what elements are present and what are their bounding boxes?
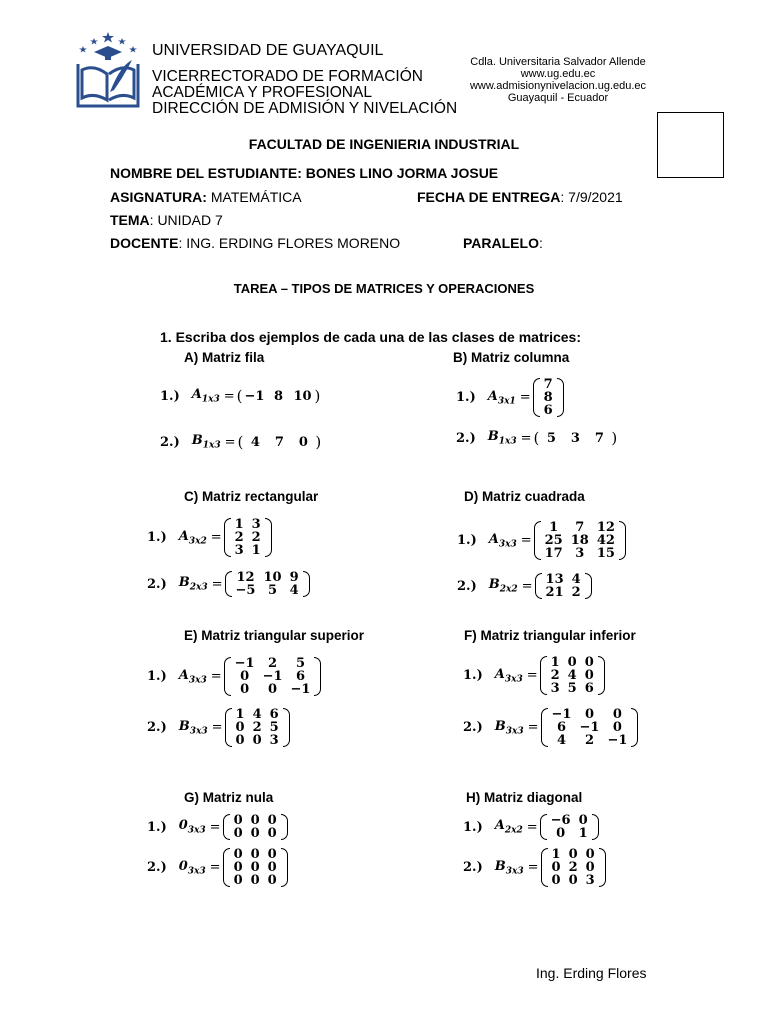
row-vector xyxy=(237,387,321,405)
example-d-2 xyxy=(457,573,592,599)
section-title-a: A) Matriz fila xyxy=(184,350,265,365)
matrix-entry: 0 xyxy=(298,434,308,450)
matrix-entry: 2 xyxy=(550,668,560,683)
bracket-left xyxy=(540,656,547,695)
equals-sign: = xyxy=(520,430,532,446)
matrix-entry: 7 xyxy=(575,520,585,535)
matrix-entry: 10 xyxy=(263,570,282,585)
matrix-entry: 15 xyxy=(596,546,615,561)
footer-author: Ing. Erding Flores xyxy=(536,965,647,981)
section-title-h: H) Matriz diagonal xyxy=(466,790,583,805)
matrix-entry: 0 xyxy=(585,860,595,875)
matrix-dimension: 3x1 xyxy=(497,396,516,407)
matrix-entry: 8 xyxy=(543,390,553,405)
matrix-entry: 0 xyxy=(233,847,243,862)
matrix-body xyxy=(547,814,592,840)
example-a-1 xyxy=(160,387,320,405)
section-title-f: F) Matriz triangular inferior xyxy=(464,628,636,643)
example-d-1 xyxy=(457,521,626,560)
matrix-entry: 10 xyxy=(293,388,312,404)
matrix-entry: 0 xyxy=(240,669,250,684)
matrix-entry: −1 xyxy=(607,733,628,748)
matrix-entry: 2 xyxy=(268,656,278,671)
matrix-entry: 8 xyxy=(273,388,283,404)
example-number: 1.) xyxy=(456,390,476,405)
matrix-entry: −1 xyxy=(579,720,600,735)
matrix-body xyxy=(542,573,585,599)
matrix-entry: 0 xyxy=(568,847,578,862)
matrix-entry: −1 xyxy=(290,682,311,697)
paren-left: ( xyxy=(236,387,243,405)
matrix-name: $A_{3x1}$ xyxy=(487,388,516,407)
matrix-entry: 0 xyxy=(551,860,561,875)
bracket-right xyxy=(585,573,592,599)
subject-label: ASIGNATURA: xyxy=(110,189,207,205)
matrix-entry: 3 xyxy=(570,430,580,446)
example-number: 2.) xyxy=(456,430,476,446)
matrix-entry: 0 xyxy=(250,860,260,875)
matrix-entry: 21 xyxy=(545,585,564,600)
matrix xyxy=(534,521,626,560)
example-number: 1.) xyxy=(147,819,167,835)
matrix-body xyxy=(540,378,557,417)
example-c-1 xyxy=(147,518,272,557)
matrix-entry: 0 xyxy=(267,826,277,841)
matrix-entry: −6 xyxy=(550,813,571,828)
matrix-dimension: 3x3 xyxy=(187,866,206,877)
matrix-entry: 3 xyxy=(251,517,261,532)
matrix-dimension: 1x3 xyxy=(201,394,220,405)
matrix-entry: 2 xyxy=(571,585,581,600)
bracket-left xyxy=(223,814,230,840)
matrix-entry: −1 xyxy=(262,669,283,684)
matrix-entry: 2 xyxy=(252,720,262,735)
matrix-dimension: 3x3 xyxy=(505,726,524,737)
example-number: 2.) xyxy=(147,720,167,735)
matrix-entry: 0 xyxy=(252,733,262,748)
matrix-entry: 3 xyxy=(269,733,279,748)
bracket-right xyxy=(283,708,290,747)
matrix-entry: 18 xyxy=(570,533,589,548)
example-e-1 xyxy=(147,657,321,696)
matrix-entry: 0 xyxy=(235,733,245,748)
bracket-left xyxy=(223,848,230,887)
matrix-name: $A_{3x3}$ xyxy=(178,667,207,686)
matrix-dimension: 3x3 xyxy=(504,674,523,685)
subject-value: MATEMÁTICA xyxy=(210,189,302,205)
paren-right: ) xyxy=(315,433,322,451)
matrix-entry: 0 xyxy=(240,682,250,697)
example-number: 1.) xyxy=(147,530,167,545)
matrix-entry: 5 xyxy=(546,430,556,446)
matrix-entry: 6 xyxy=(543,403,553,418)
teacher-label: DOCENTE xyxy=(110,235,179,251)
matrix-entry: 0 xyxy=(584,668,594,683)
bracket-left xyxy=(533,378,540,417)
matrix-entry: 3 xyxy=(550,681,560,696)
matrix-row xyxy=(230,827,281,840)
equals-sign: = xyxy=(223,388,235,404)
student-name-line xyxy=(110,165,498,181)
matrix-entry: 1 xyxy=(551,847,561,862)
matrix-name: $A_{1x3}$ xyxy=(191,387,220,405)
row-vector xyxy=(238,433,322,451)
vice-rectorate xyxy=(152,69,457,117)
example-g-2 xyxy=(147,848,288,887)
matrix-body xyxy=(232,571,303,597)
matrix-entry: 3 xyxy=(585,873,595,888)
topic-value: : UNIDAD 7 xyxy=(149,212,223,228)
matrix-entry: 0 xyxy=(250,873,260,888)
student-value: BONES LINO JORMA JOSUE xyxy=(305,165,499,181)
bracket-right xyxy=(599,848,606,887)
section-title-g: G) Matriz nula xyxy=(184,790,274,805)
matrix-dimension: 2x3 xyxy=(189,582,208,593)
matrix-entry: 4 xyxy=(556,733,567,748)
equals-sign: = xyxy=(519,390,531,405)
example-f-2 xyxy=(463,708,638,747)
example-number: 1.) xyxy=(463,668,483,683)
section-line xyxy=(463,235,543,251)
website-line: www.ug.edu.ec xyxy=(520,68,596,80)
vice-line: ACADÉMICA Y PROFESIONAL xyxy=(152,84,372,101)
matrix xyxy=(225,571,310,597)
university-logo xyxy=(74,30,142,110)
equals-sign: = xyxy=(526,819,538,835)
matrix-entry: 0 xyxy=(235,720,245,735)
equals-sign: = xyxy=(210,669,222,684)
example-number: 1.) xyxy=(147,669,167,684)
matrix-entry: 0 xyxy=(584,707,594,722)
website-line: www.admisionynivelacion.ug.edu.ec xyxy=(469,80,647,92)
matrix-body xyxy=(548,848,599,887)
matrix-entry: 12 xyxy=(596,520,615,535)
matrix-entry: 5 xyxy=(268,583,278,598)
matrix xyxy=(533,378,564,417)
matrix-entry: 5 xyxy=(295,656,306,671)
matrix-entry: 7 xyxy=(543,377,553,392)
section-title-c: C) Matriz rectangular xyxy=(184,489,319,504)
matrix-row xyxy=(230,874,281,887)
example-number: 2.) xyxy=(160,434,180,450)
matrix-name: $B_{3x3}$ xyxy=(178,718,208,737)
equals-sign: = xyxy=(209,819,221,835)
matrix-row xyxy=(548,734,632,747)
matrix-name: $0_{3x3}$ xyxy=(178,818,206,836)
matrix-entry: 9 xyxy=(289,570,299,585)
bracket-right xyxy=(557,378,564,417)
matrix-name: $A_{3x3}$ xyxy=(494,666,523,685)
matrix-entry: 2 xyxy=(584,733,594,748)
matrix-entry: 0 xyxy=(233,813,243,828)
matrix-dimension: 3x3 xyxy=(498,539,517,550)
matrix-dimension: 1x3 xyxy=(498,436,517,447)
matrix-body xyxy=(232,708,283,747)
due-date-line xyxy=(417,189,623,205)
example-g-1 xyxy=(147,814,288,840)
task-title: TAREA – TIPOS DE MATRICES Y OPERACIONES xyxy=(233,281,535,296)
paren-right: ) xyxy=(611,429,618,447)
example-h-1 xyxy=(463,814,599,840)
matrix-entry: 0 xyxy=(584,655,594,670)
matrix-entry: 2 xyxy=(234,530,244,545)
bracket-right xyxy=(598,656,605,695)
due-date-value: : 7/9/2021 xyxy=(560,189,623,205)
matrix-entry: 4 xyxy=(252,707,262,722)
matrix-entry: 1 xyxy=(578,826,588,841)
matrix-entry: 12 xyxy=(236,570,255,585)
matrix xyxy=(223,814,288,840)
matrix-body xyxy=(548,708,632,747)
matrix-dimension: 3x3 xyxy=(188,675,207,686)
example-number: 2.) xyxy=(457,578,477,594)
bracket-right xyxy=(592,814,599,840)
university-name: UNIVERSIDAD DE GUAYAQUIL xyxy=(152,42,384,59)
paren-right: ) xyxy=(314,387,321,405)
matrix-name: $B_{2x2}$ xyxy=(488,577,518,595)
example-number: 1.) xyxy=(457,533,477,548)
bracket-left xyxy=(225,571,232,597)
matrix xyxy=(540,814,599,840)
matrix-dimension: 3x2 xyxy=(188,536,207,547)
equals-sign: = xyxy=(211,720,223,735)
example-number: 2.) xyxy=(463,720,483,735)
example-c-2 xyxy=(147,571,310,597)
example-a-2 xyxy=(160,433,321,451)
matrix-entry: −1 xyxy=(234,656,255,671)
matrix-entry: 0 xyxy=(556,826,566,841)
matrix-entry: 0 xyxy=(250,847,260,862)
matrix xyxy=(535,573,592,599)
matrix-dimension: 3x3 xyxy=(189,726,208,737)
matrix-entry: 4 xyxy=(289,583,299,598)
vice-line: VICERRECTORADO DE FORMACIÓN xyxy=(152,68,423,85)
matrix-dimension: 1x3 xyxy=(202,440,221,451)
matrix-entry: 25 xyxy=(544,533,563,548)
bracket-right xyxy=(281,814,288,840)
student-label: NOMBRE DEL ESTUDIANTE: xyxy=(110,165,302,181)
matrix-entry: −5 xyxy=(235,583,256,598)
bracket-right xyxy=(265,518,272,557)
equals-sign: = xyxy=(526,668,538,683)
matrix-dimension: 2x2 xyxy=(504,825,523,836)
matrix-dimension: 2x2 xyxy=(499,584,518,595)
matrix xyxy=(541,848,606,887)
section-label: PARALELO xyxy=(463,235,539,251)
matrix-entry: 0 xyxy=(585,847,595,862)
matrix xyxy=(225,708,290,747)
matrix-entry: 0 xyxy=(233,826,243,841)
faculty-title: FACULTAD DE INGENIERIA INDUSTRIAL xyxy=(248,136,520,152)
topic-label: TEMA xyxy=(110,212,150,228)
equals-sign: = xyxy=(520,533,532,548)
matrix-entry: 6 xyxy=(295,669,306,684)
bracket-right xyxy=(631,708,638,747)
matrix-row xyxy=(232,584,303,597)
equals-sign: = xyxy=(209,860,221,875)
matrix-row xyxy=(547,682,598,695)
matrix-entry: 6 xyxy=(269,707,279,722)
example-f-1 xyxy=(463,656,605,695)
equals-sign: = xyxy=(521,578,533,594)
matrix-entry: −1 xyxy=(551,707,572,722)
matrix-name: $B_{2x3}$ xyxy=(178,575,208,593)
matrix-row xyxy=(232,734,283,747)
section-title-d: D) Matriz cuadrada xyxy=(464,489,585,504)
subject-line xyxy=(110,189,302,205)
matrix-entry: 5 xyxy=(269,720,279,735)
matrix-entry: 42 xyxy=(596,533,615,548)
example-h-2 xyxy=(463,848,606,887)
matrix-name: $A_{3x3}$ xyxy=(488,531,517,550)
matrix-entry: 4 xyxy=(567,668,577,683)
matrix-name: $B_{3x3}$ xyxy=(494,858,524,877)
matrix-name: $0_{3x3}$ xyxy=(178,858,206,877)
teacher-line xyxy=(110,235,400,251)
equals-sign: = xyxy=(211,576,223,592)
matrix-entry: 1 xyxy=(550,655,560,670)
matrix-body xyxy=(231,657,315,696)
matrix-row xyxy=(231,683,315,696)
matrix-body xyxy=(547,656,598,695)
matrix-body xyxy=(230,848,281,887)
matrix-entry: 2 xyxy=(251,530,261,545)
example-number: 2.) xyxy=(147,576,167,592)
matrix-body xyxy=(231,518,265,557)
matrix-entry: 0 xyxy=(267,847,277,862)
matrix-entry: 0 xyxy=(233,860,243,875)
vice-line: DIRECCIÓN DE ADMISIÓN Y NIVELACIÓN xyxy=(152,100,458,117)
matrix-entry: 0 xyxy=(250,826,260,841)
matrix-entry: 0 xyxy=(568,873,578,888)
matrix-entry: 1 xyxy=(234,517,244,532)
matrix-entry: 0 xyxy=(267,813,277,828)
matrix xyxy=(540,656,605,695)
example-number: 2.) xyxy=(147,860,167,875)
bracket-left xyxy=(541,708,548,747)
bracket-right xyxy=(619,521,626,560)
matrix-entry: 4 xyxy=(571,572,581,587)
section-title-b: B) Matriz columna xyxy=(453,350,570,365)
matrix-body xyxy=(541,521,619,560)
example-b-1 xyxy=(456,378,564,417)
matrix-row xyxy=(540,404,557,417)
paren-left: ( xyxy=(533,429,540,447)
bracket-left xyxy=(224,518,231,557)
paren-left: ( xyxy=(237,433,244,451)
matrix xyxy=(224,657,322,696)
matrix xyxy=(541,708,639,747)
matrix-name: $B_{1x3}$ xyxy=(191,433,221,451)
bracket-left xyxy=(225,708,232,747)
matrix-entry: 0 xyxy=(567,655,577,670)
matrix-entry: 0 xyxy=(268,682,278,697)
bracket-left xyxy=(224,657,231,696)
matrix-dimension: 3x3 xyxy=(505,866,524,877)
example-number: 2.) xyxy=(463,860,483,875)
address-line: Cdla. Universitaria Salvador Allende xyxy=(470,56,646,68)
section-title-e: E) Matriz triangular superior xyxy=(184,628,365,643)
bracket-right xyxy=(281,848,288,887)
due-date-label: FECHA DE ENTREGA xyxy=(417,189,561,205)
equals-sign: = xyxy=(527,720,539,735)
matrix-name: $A_{2x2}$ xyxy=(494,818,523,836)
example-b-2 xyxy=(456,429,617,447)
matrix xyxy=(224,518,272,557)
matrix-entry: 6 xyxy=(556,720,567,735)
matrix-entry: 5 xyxy=(567,681,577,696)
matrix-entry: 3 xyxy=(575,546,585,561)
matrix-entry: 1 xyxy=(235,707,245,722)
matrix-entry: 0 xyxy=(233,873,243,888)
equals-sign: = xyxy=(210,530,222,545)
matrix-entry: 0 xyxy=(612,720,622,735)
matrix-name: $B_{1x3}$ xyxy=(487,429,517,447)
matrix-entry: 2 xyxy=(568,860,578,875)
matrix-row xyxy=(547,827,592,840)
matrix-entry: 4 xyxy=(250,434,260,450)
matrix-entry: 0 xyxy=(267,873,277,888)
bracket-right xyxy=(314,657,321,696)
example-number: 1.) xyxy=(463,819,483,835)
matrix-entry: 1 xyxy=(251,543,261,558)
matrix-entry: 17 xyxy=(544,546,563,561)
bracket-left xyxy=(534,521,541,560)
row-vector xyxy=(534,429,618,447)
matrix-name: $B_{3x3}$ xyxy=(494,718,524,737)
teacher-value: : ING. ERDING FLORES MORENO xyxy=(178,235,401,251)
matrix-entry: 6 xyxy=(584,681,594,696)
matrix-entry: 7 xyxy=(594,430,604,446)
matrix-entry: 1 xyxy=(549,520,559,535)
matrix-entry: 7 xyxy=(274,434,284,450)
question-1: 1. Escriba dos ejemplos de cada una de las clases de matrices: xyxy=(160,329,581,345)
section-value: : xyxy=(538,235,543,251)
equals-sign: = xyxy=(527,860,539,875)
bracket-left xyxy=(541,848,548,887)
example-e-2 xyxy=(147,708,290,747)
bracket-left xyxy=(535,573,542,599)
matrix-entry: 0 xyxy=(250,813,260,828)
matrix-row xyxy=(542,586,585,599)
matrix-entry: 13 xyxy=(545,572,564,587)
matrix-body xyxy=(230,814,281,840)
matrix xyxy=(223,848,288,887)
equals-sign: = xyxy=(224,434,236,450)
topic-line xyxy=(110,212,223,228)
matrix-row xyxy=(231,544,265,557)
matrix-row xyxy=(548,874,599,887)
matrix-entry: −1 xyxy=(244,388,265,404)
matrix-entry: 0 xyxy=(267,860,277,875)
matrix-entry: 3 xyxy=(234,543,244,558)
city-line: Guayaquil - Ecuador xyxy=(507,92,609,104)
bracket-left xyxy=(540,814,547,840)
contact-info xyxy=(450,56,666,104)
matrix-entry: 0 xyxy=(578,813,588,828)
matrix-name: $A_{3x2}$ xyxy=(178,528,207,547)
matrix-entry: 0 xyxy=(612,707,622,722)
matrix-dimension: 3x3 xyxy=(187,825,206,836)
example-number: 1.) xyxy=(160,388,180,404)
matrix-entry: 0 xyxy=(551,873,561,888)
matrix-row xyxy=(541,547,619,560)
bracket-right xyxy=(303,571,310,597)
